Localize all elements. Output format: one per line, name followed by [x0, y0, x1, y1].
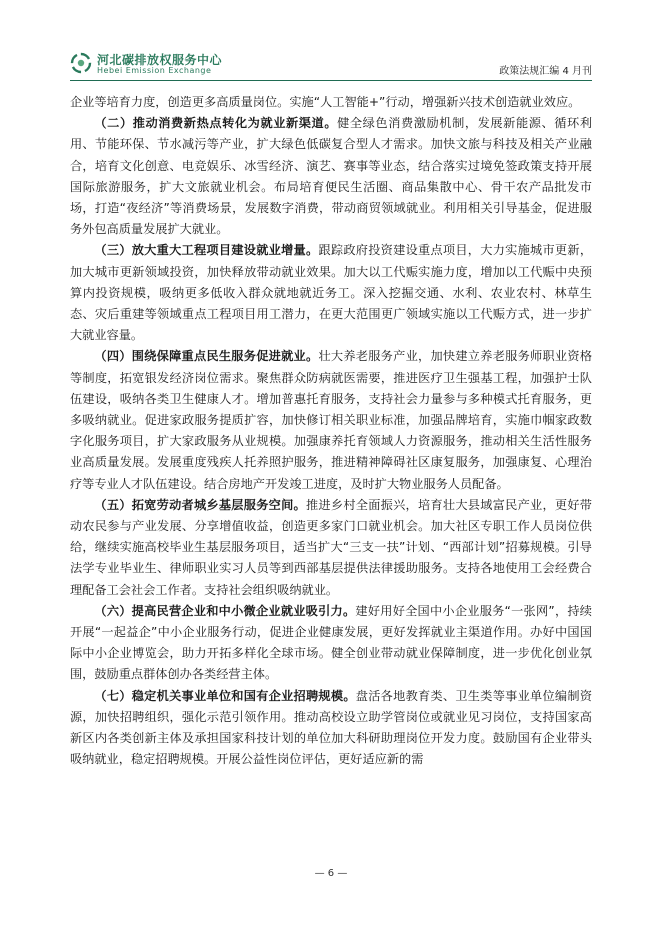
page-header — [70, 52, 592, 82]
paragraph-text: 壮大养老服务产业，加快建立养老服务师职业资格等制度，拓宽银发经济岗位需求。聚焦群众防病就医需要，推进医疗卫生强基工程，加强护士队伍建设，吸纳各类卫生健康人才。增加普惠托育服务，支持社会力量参与多种模式托育服务，更多吸纳就业。促进家政服务提质扩容，加快修订相关职业标准，加强品牌培育，实施巾帼家政数字化服务项目，扩大家政服务从业规模。加强康养托育领域人力资源服务，推动相关生活性服务业高质量发展。发展重度残疾人托养照护服务，推进精神障碍社区康复服务，加强康复、心理治疗等专业人才队伍建设。结合房地产开发竣工进度，及时扩大物业服务人员配备。 — [70, 349, 593, 491]
paragraph-text: 盘活各地教育类、卫生类等事业单位编制资源，加快招聘组织，强化示范引领作用。推动高校设立助学管岗位或就业见习岗位，支持国家高新区内各类创新主体及承担国家科技计划的单位加大科研助理岗位开发力度。鼓励国有企业带头吸纳就业，稳定招聘规模。开展公益性岗位评估，更好适应新的需 — [70, 688, 593, 767]
paragraph-continuation — [70, 92, 592, 113]
paragraph-text: 企业等培育力度，创造更多高质量岗位。实施“人工智能+”行动，增强新兴技术创造就业效应。 — [70, 95, 581, 109]
document-body — [70, 92, 592, 771]
paragraph-section-6 — [70, 601, 592, 686]
paragraph-section-4 — [70, 346, 592, 494]
document-title: 政策法规汇编 4 月刊 — [499, 66, 592, 77]
page-number: — 6 — — [314, 868, 348, 879]
paragraph-text: 跟踪政府投资建设重点项目，大力实施城市更新，加大城市更新领域投资，加快释放带动就业效果。加大以工代赈实施力度，增加以工代赈中央预算内投资规模，吸纳更多低收入群众就地就近务工。深入挖掘交通、水利、农业农村、林草生态、灾后重建等领域重点工程项目用工潜力，在更大范围更广领域实施以工代赈方式，进一步扩大就业容量。 — [70, 243, 593, 343]
section-heading: （七）稳定机关事业单位和国有企业招聘规模。 — [94, 688, 356, 703]
section-heading: （四）围绕保障重点民生服务促进就业。 — [94, 349, 319, 364]
paragraph-section-5 — [70, 495, 592, 601]
paragraph-text: 健全绿色消费激励机制，发展新能源、循环利用、节能环保、节水减污等产业，扩大绿色低碳复合型人才需求。加快文旅与科技及相关产业融合，培育文化创意、电竞娱乐、冰雪经济、演艺、赛事等业态，结合落实过境免签政策支持开展国际旅游服务，扩大文旅就业机会。布局培育便民生活圈、商品集散中心、骨干农产品批发市场，打造“夜经济”等消费场景，发展数字消费，带动商贸领域就业。利用相关引导基金，促进服务外包高质量发展扩大就业。 — [70, 116, 593, 237]
paragraph-section-7 — [70, 686, 592, 771]
paragraph-text: 建好用好全国中小企业服务“一张网”，持续开展“一起益企”中小企业服务行动，促进企业健康发展，更好发挥就业主渠道作用。办好中国国际中小企业博览会，助力开拓多样化全球市场。健全创业带动就业保障制度，进一步优化创业氛围，鼓励重点群体创办各类经营主体。 — [70, 603, 592, 682]
section-heading: （三）放大重大工程项目建设就业增量。 — [94, 243, 319, 258]
section-heading: （六）提高民营企业和中小微企业就业吸引力。 — [94, 603, 356, 618]
org-name-en: Hebei Emission Exchange — [97, 66, 212, 75]
paragraph-text: 推进乡村全面振兴，培育壮大县域富民产业，更好带动农民参与产业发展、分享增值收益，创造更多家门口就业机会。加大社区专职工作人员岗位供给，继续实施高校毕业生基层服务项目，适当扩大“三支一扶”计划、“西部计划”招募规模。引导法学专业毕业生、律师职业实习人员等到西部基层提供法律援助服务。支持各地使用工会经费合理配备工会社会工作者。支持社会组织吸纳就业。 — [70, 497, 592, 597]
section-heading: （五）拓宽劳动者城乡基层服务空间。 — [94, 497, 306, 512]
hebei-emission-logo-icon — [70, 52, 92, 74]
paragraph-section-2 — [70, 113, 592, 240]
section-heading: （二）推动消费新热点转化为就业新渠道。 — [94, 116, 338, 131]
org-name-cn: 河北碳排放权服务中心 — [97, 53, 223, 67]
header-divider — [70, 80, 592, 81]
paragraph-section-3 — [70, 240, 592, 346]
